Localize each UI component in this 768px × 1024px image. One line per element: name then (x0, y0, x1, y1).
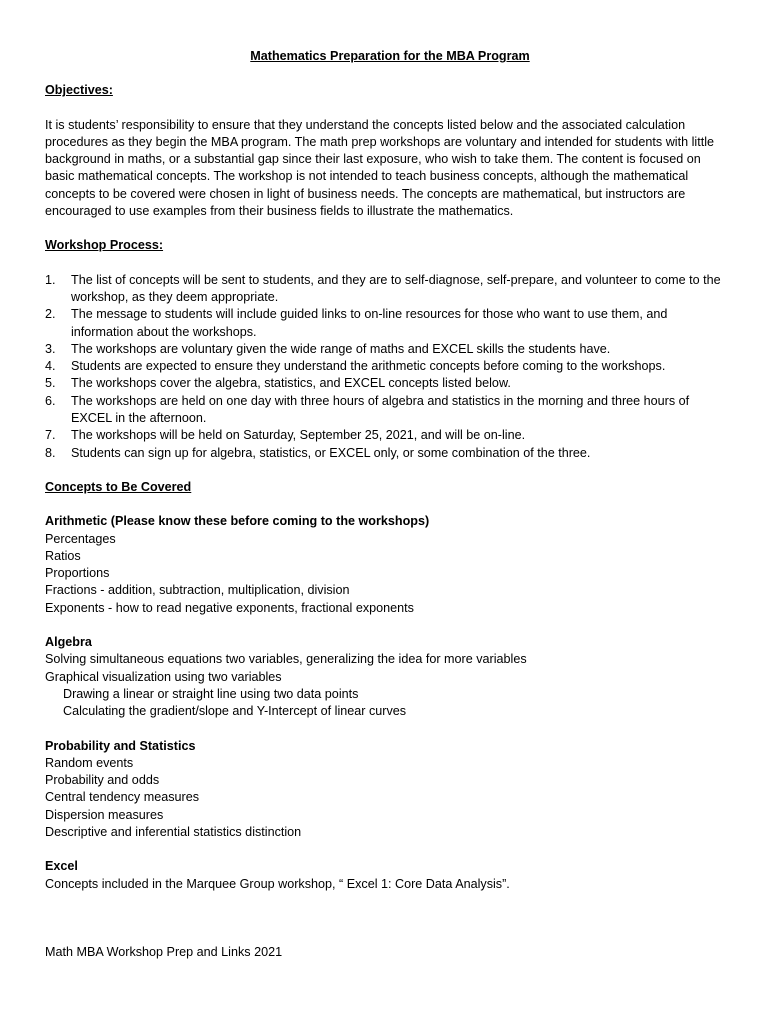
list-item-text: The message to students will include guided links to on-line resources for those who want to use them, and information about the workshops. (71, 307, 668, 339)
probability-section (45, 738, 725, 842)
probability-item: Probability and odds (45, 773, 160, 788)
arithmetic-item: Exponents - how to read negative exponents, fractional exponents (45, 600, 414, 615)
list-item-number: 3. (45, 341, 56, 356)
list-item-number: 1. (45, 272, 56, 287)
arithmetic-title: Arithmetic (Please know these before coming to the workshops) (45, 514, 430, 529)
list-item-number: 7. (45, 428, 56, 443)
excel-title: Excel (45, 859, 78, 874)
document-page (45, 48, 725, 910)
excel-text: Concepts included in the Marquee Group workshop, “ Excel 1: Core Data Analysis”. (45, 876, 510, 891)
list-item-text: Students can sign up for algebra, statistics, or EXCEL only, or some combination of the three. (71, 445, 591, 460)
algebra-item: Solving simultaneous equations two variables, generalizing the idea for more variables (45, 652, 527, 667)
document-title: Mathematics Preparation for the MBA Program (250, 49, 530, 63)
list-item-number: 5. (45, 376, 56, 391)
list-item-text: Students are expected to ensure they understand the arithmetic concepts before coming to the workshops. (71, 359, 666, 374)
probability-item: Descriptive and inferential statistics distinction (45, 824, 302, 839)
probability-item: Dispersion measures (45, 807, 164, 822)
list-item (45, 358, 725, 375)
list-item (45, 445, 725, 462)
arithmetic-item: Percentages (45, 531, 116, 546)
list-item-text: The list of concepts will be sent to students, and they are to self-diagnose, self-prepare, and volunteer to come to the workshop, as they deem appropriate. (71, 272, 721, 304)
arithmetic-item: Fractions - addition, subtraction, multiplication, division (45, 583, 350, 598)
arithmetic-item: Proportions (45, 566, 110, 581)
probability-item: Random events (45, 755, 134, 770)
workshop-process-list (45, 272, 725, 462)
list-item (45, 306, 725, 341)
excel-section (45, 858, 725, 893)
algebra-item: Graphical visualization using two variables (45, 669, 282, 684)
arithmetic-section (45, 513, 725, 617)
list-item-text: The workshops will be held on Saturday, September 25, 2021, and will be on-line. (71, 428, 526, 443)
arithmetic-item: Ratios (45, 548, 81, 563)
list-item (45, 272, 725, 307)
probability-item: Central tendency measures (45, 790, 200, 805)
algebra-subitem: Calculating the gradient/slope and Y-Intercept of linear curves (63, 704, 407, 719)
list-item-number: 8. (45, 445, 56, 460)
list-item-number: 4. (45, 359, 56, 374)
list-item (45, 341, 725, 358)
list-item-text: The workshops cover the algebra, statistics, and EXCEL concepts listed below. (71, 376, 511, 391)
list-item-text: The workshops are voluntary given the wide range of maths and EXCEL skills the students have. (71, 341, 611, 356)
list-item (45, 375, 725, 392)
algebra-title: Algebra (45, 635, 92, 650)
probability-title: Probability and Statistics (45, 738, 196, 753)
objectives-text: It is students’ responsibility to ensure that they understand the concepts listed below and the associated calculation procedures as they begin the MBA program. The math prep workshops are voluntary and intended for students with little background in maths, or a substantial gap since their last exposure, who wish to take them. The content is focused on basic mathematical concepts. The workshop is not intended to teach business concepts, although the mathematical concepts to be covered were chosen in light of business needs. The concepts are mathematical, but instructors are encouraged to use examples from their business fields to illustrate the mathematics. (45, 117, 715, 219)
page-footer: Math MBA Workshop Prep and Links 2021 (45, 945, 283, 959)
algebra-section (45, 634, 725, 720)
list-item-text: The workshops are held on one day with three hours of algebra and statistics in the morning and three hours of EXCEL in the afternoon. (71, 393, 690, 426)
list-item (45, 427, 725, 444)
objectives-heading: Objectives: (45, 83, 113, 98)
list-item (45, 393, 725, 428)
workshop-process-heading: Workshop Process: (45, 238, 164, 253)
list-item-number: 2. (45, 307, 56, 322)
algebra-subitem: Drawing a linear or straight line using two data points (63, 686, 359, 701)
concepts-heading: Concepts to Be Covered (45, 479, 192, 494)
list-item-number: 6. (45, 393, 56, 408)
